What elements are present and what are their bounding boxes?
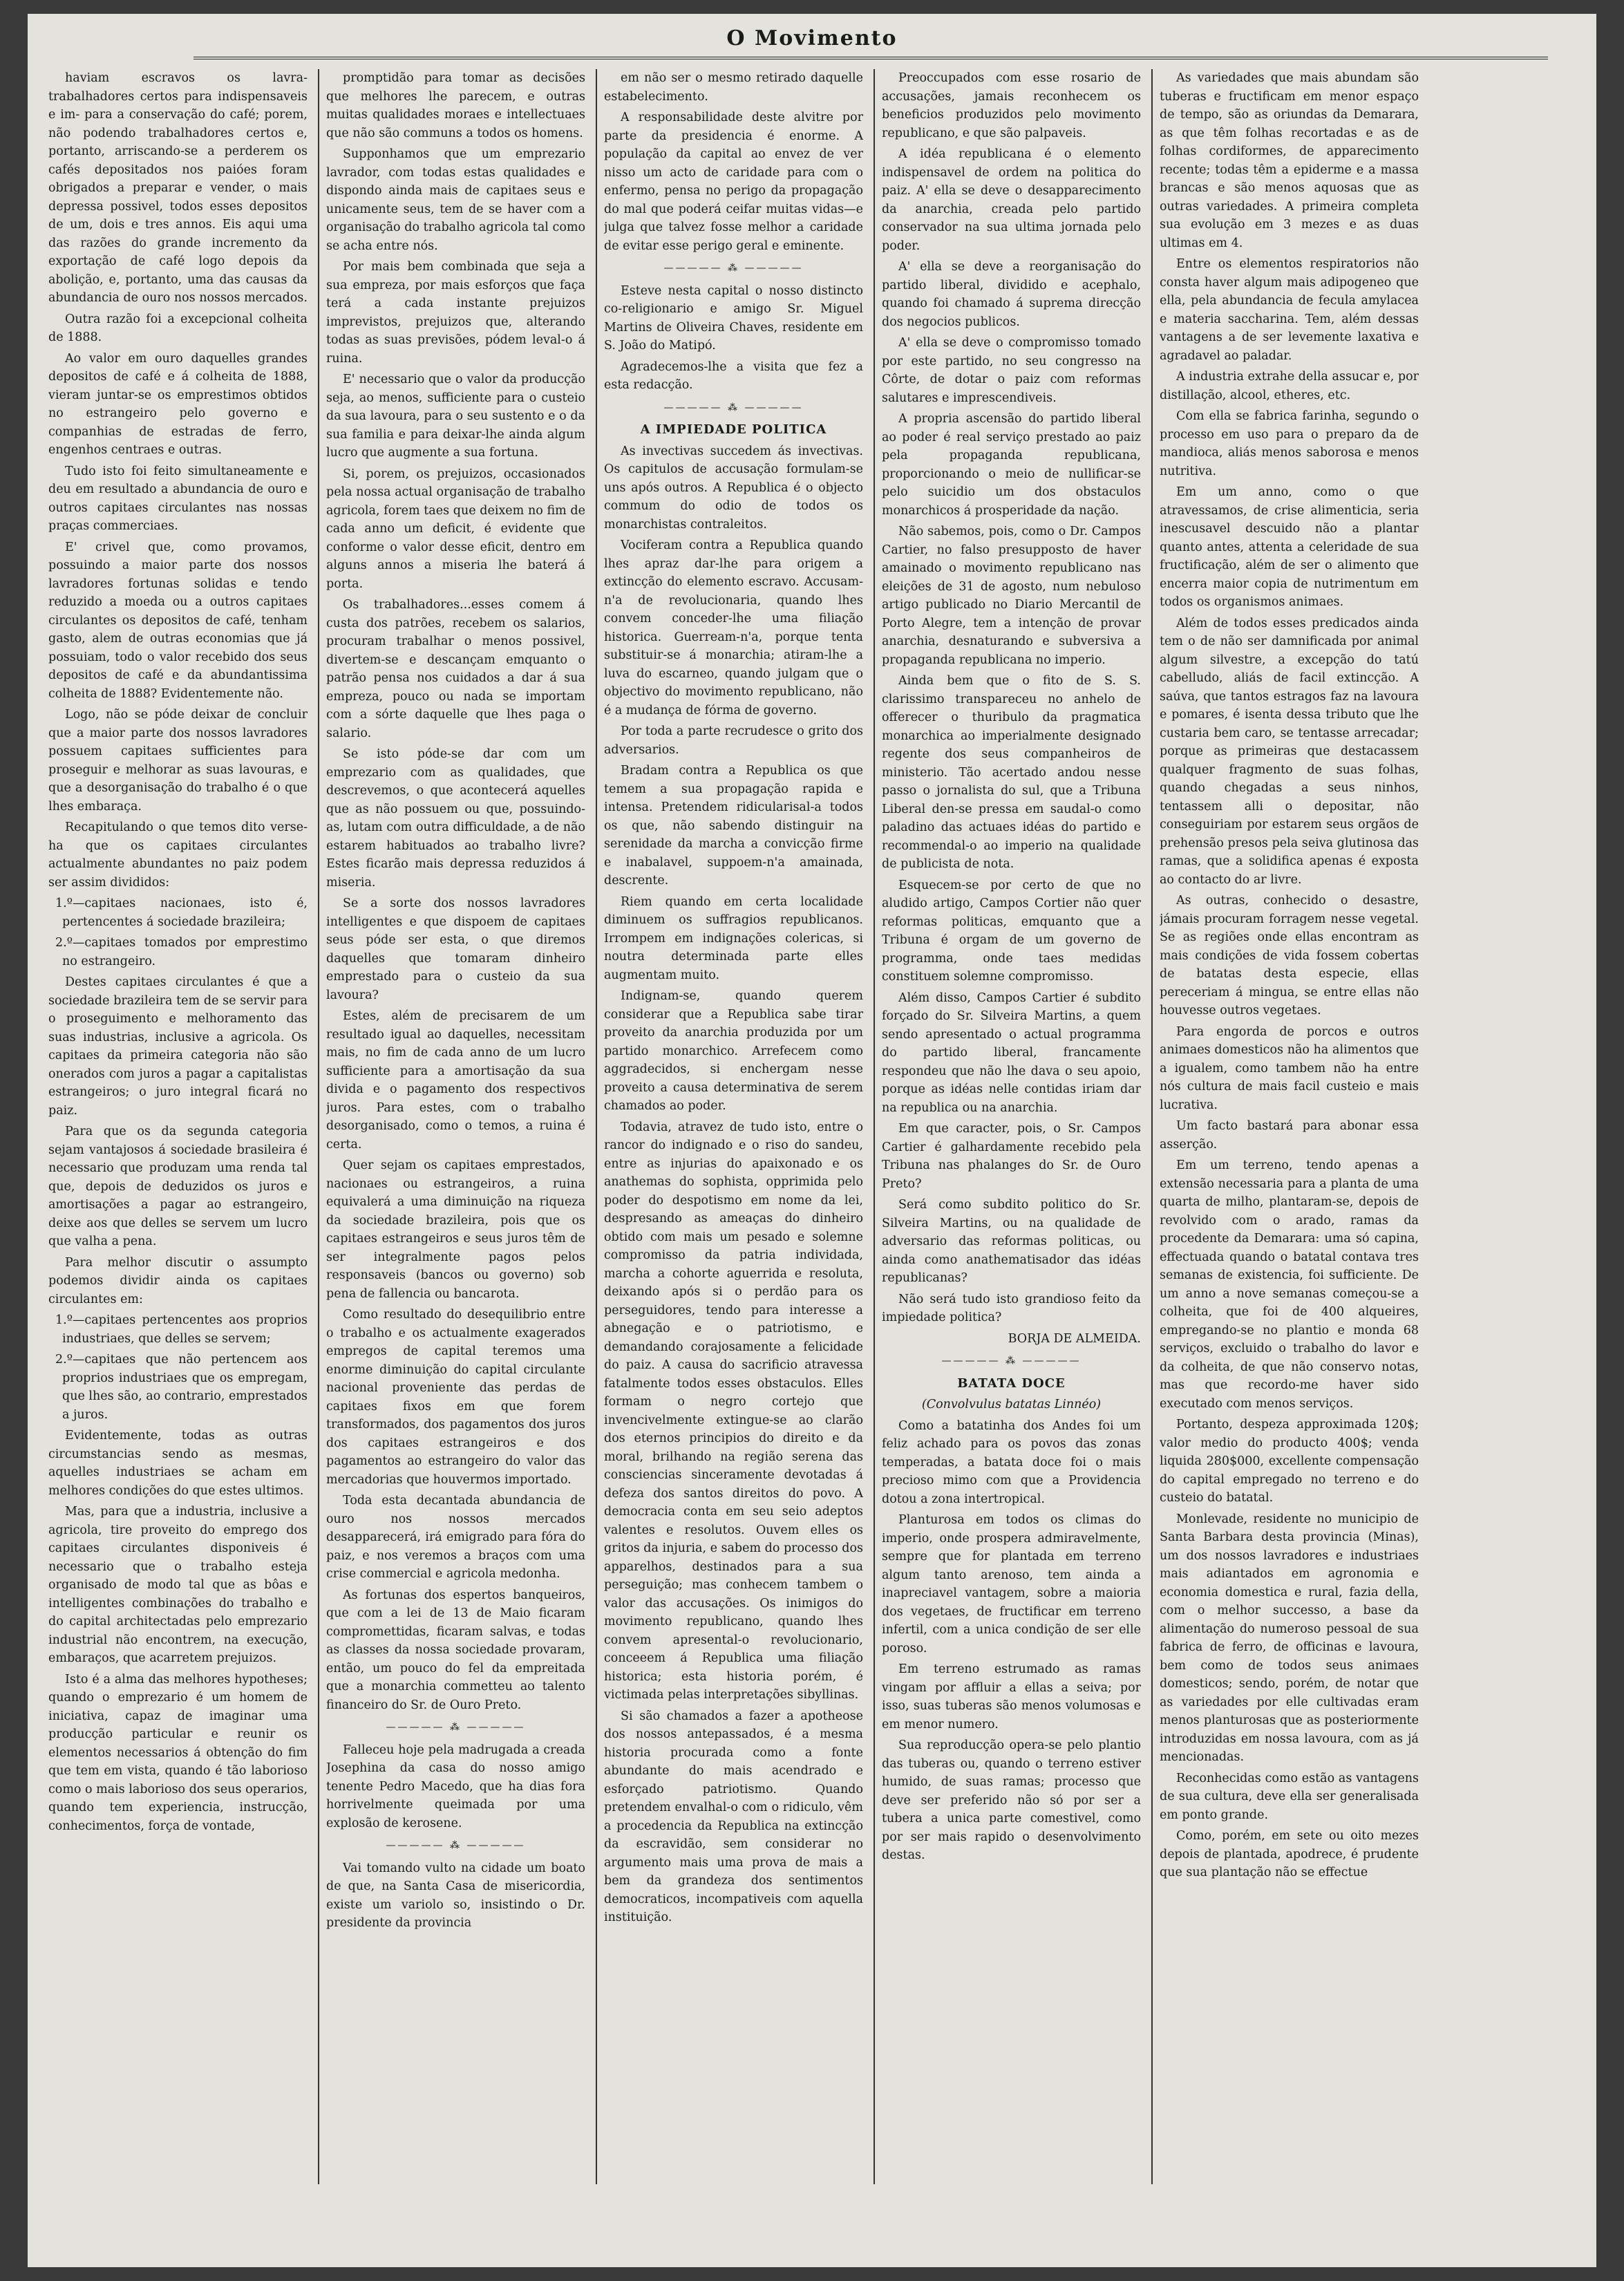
paragraph: Em um terreno, tendo apenas a extensão necessaria para a planta de uma quarta de milho, plantaram-se, depois de revolvido com o arado, ramas da procedente da Demarara: uma só capina, effectuada quando o batatal contava tres semanas de existencia, foi sufficiente. De um anno a nove semanas começou-se a colheita, que foi de 400 alqueires, empregando-se no plantio e monda 68 serviços, excluido o trabalho do lavor e da colheita, de que não conservo notas, mas que recordo-me haver sido executado com menos serviços. [1160, 1158, 1419, 1411]
paragraph: Se isto póde-se dar com um emprezario com as qualidades, que descrevemos, o que acontecerá aquelles que as não possuem ou que, possuindo-as, lutam com outra difficuldade, a de não estarem habituados ao trabalho livre? Estes ficarão mais depressa reduzidos á miseria. [326, 747, 585, 890]
paragraph: haviam escravos os lavra- trabalhadores certos para indispensaveis e im- para a conservação do café; porem, não podendo trabalhadores certos e, portanto, arriscando-se a perderem os cafés depositados nos paióes foram obrigados a preparar e vender, o mais depressa possivel, todos esses depositos de um, dois e tres annos. Eis aqui uma das razões do grande incremento da exportação de café logo depois da abolição, e, portanto, uma das causas da abundancia de ouro nos nossos mercados. [48, 71, 308, 305]
paragraph: Si, porem, os prejuizos, occasionados pela nossa actual organisação de trabalho agricola, forem taes que deixem no fim de cada anno um deficit, é evidente que conforme o valor desse eficit, dentro em alguns annos a miseria lhe baterá á porta. [326, 467, 585, 591]
paragraph: Falleceu hoje pela madrugada a creada Josephina da casa do nosso amigo tenente Pedro Macedo, que ha dias fora horrivelmente queimada por uma explosão de kerosene. [326, 1743, 585, 1830]
paragraph: Além de todos esses predicados ainda tem o de não ser damnificada por animal algum silvestre, a excepção do tatú cabelludo, aliás de facil extincção. A saúva, que tantos estragos faz na lavoura e pomares, é isenta dessa tributo que lhe custaria bem caro, se tentasse arrecadar; porque as primeiras que destacassem qualquer fragmento de suas folhas, quando chegadas a seus ninhos, tentassem alli o depositar, não conseguiriam por estarem seus orgãos de prehensão presos pela seiva glutinosa das ramas, que a solidifica apenas é exposta ao contacto do ar livre. [1160, 616, 1419, 887]
paragraph: A idéa republicana é o elemento indispensavel de ordem na politica do paiz. A' ella se deve o desapparecimento da anarchia, creada pelo partido conservador na sua ultima jornada pelo poder. [882, 147, 1141, 253]
paragraph: Destes capitaes circulantes é que a sociedade brazileira tem de se servir para o proseguimento e melhoramento das suas industrias, inclusive a agricola. Os capitaes da primeira categoria não são onerados com juros a pagar a capitalistas estrangeiros; o juro integral ficará no paiz. [48, 975, 308, 1118]
paragraph: Para que os da segunda categoria sejam vantajosos á sociedade brasileira é necessario que produzam uma renda tal que, depois de deduzidos os juros e amortisações a pagar ao estrangeiro, deixe aos que delles se servem um lucro que valha a pena. [48, 1125, 308, 1248]
paragraph: Logo, não se póde deixar de concluir que a maior parte dos nossos lavradores possuem capitaes sufficientes para proseguir e melhorar as suas lavouras, e que a desorganisação do trabalho é o que lhes embaraça. [48, 708, 308, 814]
section-separator: ————— ⁂ ————— [663, 402, 804, 413]
paragraph: Como a batatinha dos Andes foi um feliz achado para os povos das zonas temperadas, a batata doce foi o mais precioso mimo com que a Providencia dotou a zona intertropical. [882, 1418, 1141, 1506]
paragraph: Si são chamados a fazer a apotheose dos nossos antepassados, é a mesma historia procurada como a fonte abundante do mais acendrado e esforçado patriotismo. Quando pretendem envalhal-o com o ridiculo, vêm a procedencia da Republica na extincção da escravidão, sem considerar no argumento mais uma prova de mais a bem da grandeza dos sentimentos democraticos, incompativeis com aquella instituição. [604, 1709, 863, 1924]
article-heading: A IMPIEDADE POLITICA [640, 422, 827, 437]
column-divider [874, 69, 875, 2184]
paragraph: As fortunas dos espertos banqueiros, que com a lei de 13 de Maio ficaram compromettidas, ficaram salvas, e todas as classes da nossa sociedade provaram, então, um pouco do fel da empreitada que a monarchia commetteu ao talento financeiro do Sr. de Ouro Preto. [326, 1588, 585, 1712]
paragraph: Para engorda de porcos e outros animaes domesticos não ha alimentos que a igualem, como tambem não ha entre nós cultura de mais facil custeio e mais lucrativa. [1160, 1024, 1419, 1112]
paragraph: Toda esta decantada abundancia de ouro nos nossos mercados desapparecerá, irá emigrado para fóra do paiz, e nos veremos a braços com uma crise commercial e agricola medonha. [326, 1494, 585, 1581]
paragraph: Supponhamos que um emprezario lavrador, com todas estas qualidades e dispondo ainda mais de capitaes seus e unicamente seus, tem de se haver com a organisação do trabalho agricola tal como se acha entre nós. [326, 147, 585, 253]
top-rule [193, 57, 1548, 59]
paragraph: As invectivas succedem ás invectivas. Os capitulos de accusação formulam-se uns após outros. A Republica é o objecto commum do odio de todos os monarchistas contraleitos. [604, 444, 863, 532]
column-3 [604, 69, 863, 2184]
list-item: 2.º—capitaes que não pertencem aos proprios industriaes que os empregam, que lhes são, ao contrario, emprestados a juros. [55, 1353, 308, 1422]
paragraph: Indignam-se, quando querem considerar que a Republica sabe tirar proveito da anarchia produzida por um partido monarchico. Arrefecem como aggradecidos, si enchergam nesse proveito a causa determinativa de serem chamados ao poder. [604, 989, 863, 1113]
paragraph: Em que caracter, pois, o Sr. Campos Cartier é galhardamente recebido pela Tribuna nas phalanges do Sr. de Ouro Preto? [882, 1122, 1141, 1191]
paragraph: Vociferam contra a Republica quando lhes apraz dar-lhe para origem a extincção do elemento escravo. Accusam-n'a de revolucionaria, quando lhes convem conceder-lhe uma filiação historica. Guerream-n'a, porque tenta substituir-se á monarchia; atiram-lhe a luva do escarneo, quando julgam que o objectivo do movimento republicano, não é a mudança de fórma de governo. [604, 538, 863, 717]
paragraph: Além disso, Campos Cartier é subdito forçado do Sr. Silveira Martins, a quem sendo apresentado o actual programma do partido liberal, francamente respondeu que não lhe dava o seu apoio, porque as idéas nelle contidas iriam dar na republica ou na anarchia. [882, 991, 1141, 1115]
column-4 [882, 69, 1141, 2184]
paragraph: Como, porém, em sete ou oito mezes depois de plantada, apodrece, é prudente que sua plantação não se effectue [1160, 1829, 1419, 1879]
section-separator: ————— ⁂ ————— [663, 263, 804, 274]
paragraph: Monlevade, residente no municipio de Santa Barbara desta provincia (Minas), um dos nossos lavradores e industriaes mais adiantados em agronomia e economia domestica e rural, fazia della, com o melhor successo, a base da alimentação do numeroso pessoal de sua fabrica de ferro, de officinas e lavoura, bem como de todos seus animaes domesticos; sendo, porém, de notar que as variedades por elle cultivadas eram menos planturosas que as posteriormente introduzidas em nossa lavoura, com as já mencionadas. [1160, 1512, 1419, 1764]
paragraph: Um facto bastará para abonar essa asserção. [1160, 1119, 1419, 1152]
paragraph: Não sabemos, pois, como o Dr. Campos Cartier, no falso presupposto de haver amainado o movimento republicano nas eleições de 31 de agosto, num nebuloso artigo publicado no Diario Mercantil de Porto Alegre, tem a intenção de provar anarchia, desnaturando e subversiva a propaganda republicana no imperio. [882, 525, 1141, 667]
paragraph: em não ser o mesmo retirado daquelle estabelecimento. [604, 71, 863, 104]
paragraph: promptidão para tomar as decisões que melhores lhe parecem, e outras muitas qualidades moraes e intellectuaes que não são communs a todos os homens. [326, 71, 585, 140]
paragraph: Planturosa em todos os climas do imperio, onde prospera admiravelmente, sempre que for plantada em terreno algum tanto arenoso, tem ainda a inapreciavel vantagem, sobre a maioria dos vegetaes, de fructificar em terreno infertil, com a unica condição de ser elle poroso. [882, 1513, 1141, 1655]
paragraph: E' crivel que, como provamos, possuindo a maior parte dos nossos lavradores fortunas solidas e tendo reduzido a moeda ou a outros capitaes circulantes os depositos de café, tenham gasto, alem de outras economias que já possuiam, todo o valor recebido dos seus depositos de café e da abundantissima colheita de 1888? Evidentemente não. [48, 540, 308, 701]
paragraph: Todavia, atravez de tudo isto, entre o rancor do indignado e o riso do sandeu, entre as injurias do apaixonado e os anathemas do sophista, opprimida pelo poder do despotismo em nome da lei, despresando as ameaças do dinheiro obtido com mais um pesado e solemne compromisso da patria individada, marcha a cohorte aguerrida e resoluta, deixando após si o perdão para os perseguidores, tendo para interesse a abnegação e o patriotismo, e demandando corajosamente a felicidade do paiz. A causa do sacrificio atravessa fatalmente todos esses obstaculos. Elles formam o negro cortejo que invencivelmente extingue-se ao clarão dos eternos principios do direito e da moral, brilhando na região serena das consciencias sinceramente devotadas á defeza dos santos direitos do povo. A democracia conta em seu seio adeptos valentes e resolutos. Ouvem elles os gritos da injuria, e sabem do processo dos apparelhos, destinados para a sua perseguição; mas conhecem tambem o valor das accusações. Os inimigos do movimento republicano, quando lhes convem apresental-o revolucionario, conceeem á Republica uma filiação historica; esta historia porém, é victimada pelas interpretações sibyllinas. [604, 1120, 863, 1702]
column-1 [48, 69, 308, 2184]
paragraph: Mas, para que a industria, inclusive a agricola, tire proveito do emprego dos capitaes circulantes disponiveis é necessario que o trabalho esteja organisado de modo tal que as bôas e intelligentes combinações do trabalho e do capital architectadas pelo emprezario industrial não encontrem, na execução, embaraços, que acarretem prejuizos. [48, 1505, 308, 1665]
paragraph: Como resultado do desequilibrio entre o trabalho e os actualmente exagerados empregos de capital teremos uma enorme diminuição do capital circulante nacional proveniente das perdas de capitaes fixos em que forem transformados, dos pagamentos dos juros dos capitaes estrangeiros e dos pagamentos ao estrangeiro do valor das mercadorias que houvermos importado. [326, 1308, 585, 1487]
paragraph: Preoccupados com esse rosario de accusações, jamais reconhecem os beneficios produzidos pelo movimento republicano, e que são palpaveis. [882, 71, 1141, 140]
article-heading: BATATA DOCE [957, 1376, 1066, 1391]
paragraph: A responsabilidade deste alvitre por parte da presidencia é enorme. A população da capital ao envez de ver nisso um acto de caridade para com o enfermo, pensa no perigo da propagação do mal que poderá ceifar muitas vidas—e julga que talvez fosse melhor a caridade de evitar esse perigo geral e eminente. [604, 111, 863, 253]
column-divider [318, 69, 319, 2184]
paragraph: Por mais bem combinada que seja a sua empreza, por mais esforços que faça terá a cada instante prejuizos imprevistos, prejuizos que, alterando todas as suas previsões, pódem leval-o á ruina. [326, 260, 585, 366]
paragraph: Evidentemente, todas as outras circumstancias sendo as mesmas, aquelles industriaes se acham em melhores condições do que estes ultimos. [48, 1429, 308, 1498]
section-separator: ————— ⁂ ————— [386, 1840, 526, 1851]
article-signature: BORJA DE ALMEIDA. [1008, 1331, 1141, 1346]
list-item: 1.º—capitaes pertencentes aos proprios industriaes, que delles se servem; [55, 1313, 308, 1346]
paragraph: Ao valor em ouro daquelles grandes depositos de café e á colheita de 1888, vieram juntar-se os emprestimos obtidos no estrangeiro pelo governo e companhias de estradas de ferro, engenhos centraes e outras. [48, 351, 308, 457]
paragraph: Ainda bem que o fito de S. S. clarissimo transpareceu no anhelo de offerecer o thuribulo da pragmatica monarchica ao imperialmente designado regente dos seus companheiros de ministerio. Tão acertado andou nesse passo o jornalista do sul, que a Tribuna Liberal den-se pressa em saudal-o como paladino das actuaes idéas do partido e recommendal-o ao imperio na qualidade de publicista de nota. [882, 674, 1141, 871]
section-separator: ————— ⁂ ————— [941, 1355, 1082, 1367]
paragraph: Entre os elementos respiratorios não consta haver algum mais adipogeneo que ella, pela abundancia de fecula amylacea e materia saccharina. Tem, além dessas vantagens a de ser levemente laxativa e agradavel ao paladar. [1160, 257, 1419, 363]
list-item: 1.º—capitaes nacionaes, isto é, pertencentes á sociedade brazileira; [55, 897, 308, 929]
paragraph: Esteve nesta capital o nosso distincto co-religionario e amigo Sr. Miguel Martins de Oliveira Chaves, residente em S. João do Matipó. [604, 283, 863, 353]
paragraph: Vai tomando vulto na cidade um boato de que, na Santa Casa de misericordia, existe um variolo so, insistindo o Dr. presidente da provincia [326, 1861, 585, 1930]
paragraph: Portanto, despeza approximada 120$; valor medio do producto 400$; venda liquida 280$000, excellente compensação do capital empregado no terreno e do custeio do batatal. [1160, 1418, 1419, 1505]
paragraph: Por toda a parte recrudesce o grito dos adversarios. [604, 724, 863, 757]
paragraph: Sua reproducção opera-se pelo plantio das tuberas ou, quando o terreno estiver humido, de suas ramas; processo que deve ser preferido não só por ser a tubera a unica parte comestivel, como por ser mais rapido o desenvolvimento destas. [882, 1738, 1141, 1862]
paragraph: As outras, conhecido o desastre, jámais procuram forragem nesse vegetal. Se as regiões onde ellas encontram as mais condições de vida fossem cobertas de batatas desta especie, ellas pereceriam á mingua, se entre ellas não houvesse outros vegetaes. [1160, 894, 1419, 1017]
paragraph: Isto é a alma das melhores hypotheses; quando o emprezario é um homem de iniciativa, capaz de imaginar uma producção particular e reunir os elementos necessarios á obtenção do fim que tem em vista, quando é tão laborioso como o mais laborioso dos seus operarios, quando tem experiencia, instrucção, conhecimentos, força de vontade, [48, 1672, 308, 1833]
paragraph: A' ella se deve a reorganisação do partido liberal, dividido e acephalo, quando foi chamado á suprema direcção dos negocios publicos. [882, 260, 1141, 329]
column-2 [326, 69, 585, 2184]
column-divider [1151, 69, 1153, 2184]
paragraph: Quer sejam os capitaes emprestados, nacionaes ou estrangeiros, a ruina equivalerá a uma diminuição na riqueza da sociedade brazileira, pois que os capitaes estrangeiros e seus juros têm de ser integralmente pagos pelos responsaveis (bancos ou governo) sob pena de fallencia ou bancarota. [326, 1158, 585, 1301]
paragraph: Será como subdito politico do Sr. Silveira Martins, ou na qualidade de adversario das reformas politicas, ou ainda como anathematisador das idéas republicanas? [882, 1198, 1141, 1285]
paragraph: As variedades que mais abundam são tuberas e fructificam em menor espaço de tempo, são as oriundas da Demarara, as que têm folhas recortadas e as de folhas cordiformes, de apparecimento recente; todas têm a epiderme e a massa brancas e são menos aquosas que as outras variedades. A primeira completa sua evolução em 3 mezes e as duas ultimas em 4. [1160, 71, 1419, 250]
paragraph: Para melhor discutir o assumpto podemos dividir ainda os capitaes circulantes em: [48, 1255, 308, 1306]
list-item: 2.º—capitaes tomados por emprestimo no estrangeiro. [55, 936, 308, 968]
paragraph: Riem quando em certa localidade diminuem os suffragios republicanos. Irrompem em indignações colericas, si noutra determinada parte elles augmentam muito. [604, 894, 863, 982]
paragraph: Tudo isto foi feito simultaneamente e deu em resultado a abundancia de ouro e outros capitaes circulantes nas nossas praças commerciaes. [48, 464, 308, 533]
paragraph: A' ella se deve o compromisso tomado por este partido, no seu congresso na Côrte, de dotar o paiz com reformas salutares e imprescendiveis. [882, 336, 1141, 405]
section-separator: ————— ⁂ ————— [386, 1722, 526, 1733]
paragraph: Outra razão foi a excepcional colheita de 1888. [48, 312, 308, 344]
paragraph: A industria extrahe della assucar e, por distillação, alcool, etheres, etc. [1160, 370, 1419, 402]
paragraph: Os trabalhadores...esses comem á custa dos patrões, recebem os salarios, procuram trabalhar o menos possivel, divertem-se e descançam emquanto o patrão pensa nos cuidados a dar á sua empreza, pouco ou nada se importam com a sórte daquelle que lhes paga o salario. [326, 598, 585, 740]
paragraph: Reconhecidas como estão as vantagens de sua cultura, deve ella ser generalisada em ponto grande. [1160, 1771, 1419, 1822]
paragraph: Não será tudo isto grandioso feito da impiedade politica? [882, 1292, 1141, 1324]
paragraph: Em terreno estrumado as ramas vingam por affluir a ellas a seiva; por isso, suas tuberas são menos volumosas e em menor numero. [882, 1662, 1141, 1731]
paragraph: Em um anno, como o que atravessamos, de crise alimenticia, seria inescusavel descuido não a plantar quanto antes, attenta a celeridade de sua fructificação, além de ser o alimento que encerra maior copia de nutrimentum em todos os organismos animaes. [1160, 485, 1419, 609]
paragraph: E' necessario que o valor da producção seja, ao menos, sufficiente para o custeio da sua lavoura, para o seu sustento e o da sua familia e para deixar-lhe ainda algum lucro que augmente a sua fortuna. [326, 373, 585, 460]
paragraph: Esquecem-se por certo de que no aludido artigo, Campos Cortier não quer reformas politicas, emquanto que a Tribuna é orgam de um governo de programma, onde taes medidas constituem solemne compromisso. [882, 878, 1141, 984]
paragraph: Bradam contra a Republica os que temem a sua propagação rapida e intensa. Pretendem ridicularisal-a todos os que, não sabendo distinguir na serenidade da marcha a convicção firme e inabalavel, suppoem-n'a amainada, descrente. [604, 764, 863, 888]
paragraph: Agradecemos-lhe a visita que fez a esta redacção. [604, 359, 863, 392]
article-subheading: (Convolvulus batatas Linnéo) [921, 1398, 1102, 1411]
column-divider [596, 69, 597, 2184]
newspaper-page [28, 14, 1596, 2267]
paragraph: Estes, além de precisarem de um resultado igual ao daquelles, necessitam mais, no fim de cada anno de um lucro sufficiente para a amortisação da sua divida e o pagamento dos respectivos juros. Para estes, com o trabalho desorganisado, como o temos, a ruina é certa. [326, 1009, 585, 1152]
paragraph: A propria ascensão do partido liberal ao poder é real serviço prestado ao paiz pela propaganda republicana, proporcionando o meio de nullificar-se pelo suicidio um dos obstaculos monarchicos á prosperidade da nação. [882, 412, 1141, 518]
paragraph: Com ella se fabrica farinha, segundo o processo em uso para o preparo da de mandioca, aliás menos saborosa e menos nutritiva. [1160, 409, 1419, 478]
column-5 [1160, 69, 1419, 2184]
paragraph: Recapitulando o que temos dito verse-ha que os capitaes circulantes actualmente abundantes no paiz podem ser assim divididos: [48, 820, 308, 890]
masthead: O Movimento [726, 26, 898, 50]
paragraph: Se a sorte dos nossos lavradores intelligentes e que dispoem de capitaes seus póde ser esta, o que diremos daquelles que tomaram dinheiro emprestado para o custeio da sua lavoura? [326, 897, 585, 1002]
